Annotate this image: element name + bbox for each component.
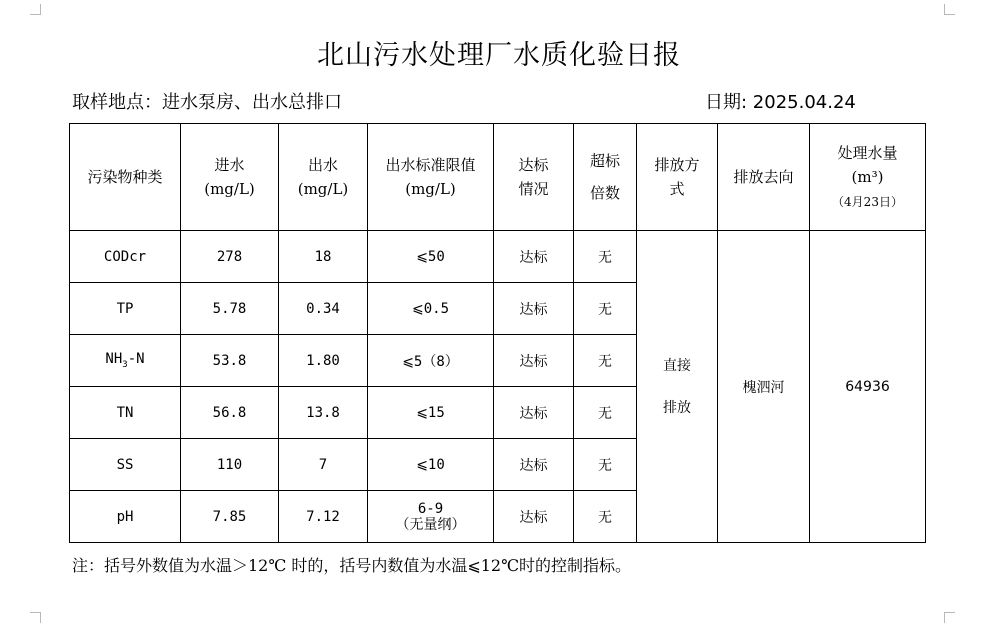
outflow-value: 1.80 (279, 335, 368, 387)
page-corner-mark (944, 612, 955, 623)
exceed-value: 无 (574, 491, 637, 543)
header-discharge-method: 排放方 式 (637, 124, 718, 231)
header-outflow: 出水 (mg/L) (279, 124, 368, 231)
inflow-value: 5.78 (181, 283, 279, 335)
page-corner-mark (30, 4, 41, 15)
outflow-value: 7.12 (279, 491, 368, 543)
inflow-value: 53.8 (181, 335, 279, 387)
pollutant-name: SS (70, 439, 181, 491)
outflow-value: 18 (279, 231, 368, 283)
header-exceed: 超标 倍数 (574, 124, 637, 231)
header-destination: 排放去向 (718, 124, 810, 231)
treated-volume: 64936 (810, 231, 926, 543)
page-corner-mark (944, 4, 955, 15)
status-value: 达标 (494, 439, 574, 491)
inflow-value: 7.85 (181, 491, 279, 543)
status-value: 达标 (494, 387, 574, 439)
exceed-value: 无 (574, 231, 637, 283)
header-volume: 处理水量 (m³) （4月23日） (810, 124, 926, 231)
discharge-method: 直接 排放 (637, 231, 718, 543)
report-title: 北山污水处理厂水质化验日报 (317, 40, 681, 71)
exceed-value: 无 (574, 335, 637, 387)
status-value: 达标 (494, 231, 574, 283)
limit-value: ⩽10 (368, 439, 494, 491)
outflow-value: 13.8 (279, 387, 368, 439)
inflow-value: 278 (181, 231, 279, 283)
pollutant-name: TP (70, 283, 181, 335)
footnote: 注：括号外数值为水温＞12℃ 时的，括号内数值为水温⩽12℃时的控制指标。 (72, 556, 632, 575)
limit-value: ⩽15 (368, 387, 494, 439)
outflow-value: 7 (279, 439, 368, 491)
page-corner-mark (30, 612, 41, 623)
table-row (70, 231, 926, 283)
outflow-value: 0.34 (279, 283, 368, 335)
table-header-row (70, 124, 926, 231)
status-value: 达标 (494, 283, 574, 335)
limit-value: 6-9 （无量纲） (368, 491, 494, 543)
pollutant-name: pH (70, 491, 181, 543)
header-limit: 出水标准限值 (mg/L) (368, 124, 494, 231)
inflow-value: 56.8 (181, 387, 279, 439)
pollutant-name: CODcr (70, 231, 181, 283)
limit-value: ⩽50 (368, 231, 494, 283)
pollutant-name: $NH_3-N$ (70, 335, 181, 387)
inflow-value: 110 (181, 439, 279, 491)
pollutant-name: TN (70, 387, 181, 439)
limit-value: ⩽5（8） (368, 335, 494, 387)
exceed-value: 无 (574, 387, 637, 439)
discharge-destination: 槐泗河 (718, 231, 810, 543)
report-date: 日期: 2025.04.24 (705, 92, 856, 113)
sampling-location: 取样地点：进水泵房、出水总排口 (72, 92, 342, 113)
header-inflow: 进水 (mg/L) (181, 124, 279, 231)
status-value: 达标 (494, 335, 574, 387)
limit-value: ⩽0.5 (368, 283, 494, 335)
status-value: 达标 (494, 491, 574, 543)
exceed-value: 无 (574, 283, 637, 335)
exceed-value: 无 (574, 439, 637, 491)
header-pollutant: 污染物种类 (70, 124, 181, 231)
water-quality-table (69, 123, 926, 543)
header-status: 达标 情况 (494, 124, 574, 231)
